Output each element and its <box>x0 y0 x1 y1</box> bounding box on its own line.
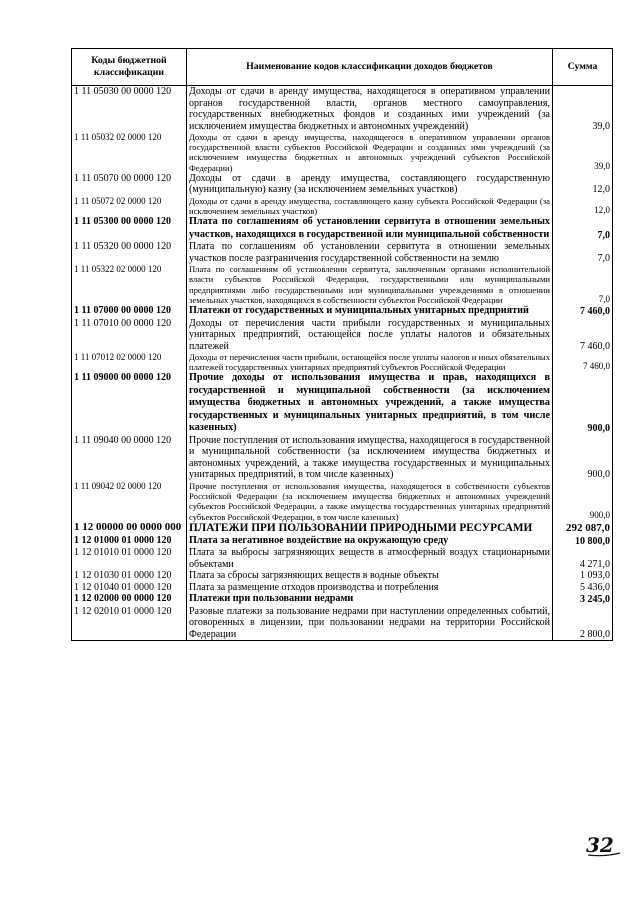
row-sum: 10 800,0 <box>553 535 613 548</box>
header-name: Наименование кодов классификации доходов бюджетов <box>187 49 553 86</box>
table-row <box>72 241 613 264</box>
row-name: Плата за негативное воздействие на окружающую среду <box>187 535 553 548</box>
table-row <box>72 570 613 582</box>
row-code: 1 12 01000 01 0000 120 <box>72 535 187 548</box>
row-sum: 12,0 <box>553 173 613 196</box>
row-sum: 39,0 <box>553 86 613 133</box>
row-name: ПЛАТЕЖИ ПРИ ПОЛЬЗОВАНИИ ПРИРОДНЫМИ РЕСУРСАМИ <box>187 522 553 535</box>
row-name: Платежи при пользовании недрами <box>187 593 553 606</box>
row-name: Плата по соглашениям об установлении сервитута в отношении земельных участков после разграничения государственной собственности на землю <box>187 241 553 264</box>
row-name: Прочие доходы от использования имущества и прав, находящихся в государственной и муниципальной собственности (за исключением имущества бюджетных и автономных учреждений, а также имущества государственных и муниципальных унитарных предприятий, в том числе казенных) <box>187 372 553 435</box>
row-code: 1 11 05300 00 0000 120 <box>72 216 187 241</box>
row-sum: 900,0 <box>553 435 613 481</box>
row-name: Плата за выбросы загрязняющих веществ в атмосферный воздух стационарными объектами <box>187 547 553 570</box>
row-name: Доходы от сдачи в аренду имущества, составляющего государственную (муниципальную) казну (за исключением земельных участков) <box>187 173 553 196</box>
row-name: Доходы от сдачи в аренду имущества, находящегося в оперативном управлении органов государственной власти, органов местного самоуправления, государственных внебюджетных фондов и созданных ими учреждений (за исключением имущества бюджетных и автономных учреждений) <box>187 86 553 133</box>
table-row <box>72 547 613 570</box>
row-sum: 12,0 <box>553 196 613 216</box>
table-row <box>72 173 613 196</box>
row-sum: 7 460,0 <box>553 305 613 318</box>
row-code: 1 11 09042 02 0000 120 <box>72 481 187 522</box>
table-row <box>72 196 613 216</box>
row-name: Плата за размещение отходов производства и потребления <box>187 582 553 594</box>
row-sum: 39,0 <box>553 132 613 173</box>
table-row <box>72 305 613 318</box>
row-sum: 4 271,0 <box>553 547 613 570</box>
row-code: 1 11 05070 00 0000 120 <box>72 173 187 196</box>
row-code: 1 12 02010 01 0000 120 <box>72 606 187 641</box>
table-row <box>72 593 613 606</box>
table-row <box>72 216 613 241</box>
budget-revenue-table <box>71 48 613 641</box>
table-row <box>72 481 613 522</box>
row-name: Плата по соглашениям об установлении сервитута, заключенным органами исполнительной власти субъектов Российской Федерации, государственными или муниципальными предприятиями либо государственными или муниципальными учреждениями в отношении земельных участков, находящихся в собственности субъектов Российской Федерации <box>187 264 553 305</box>
table-row <box>72 372 613 435</box>
row-code: 1 11 05030 00 0000 120 <box>72 86 187 133</box>
row-code: 1 12 02000 00 0000 120 <box>72 593 187 606</box>
row-name: Плата за сбросы загрязняющих веществ в водные объекты <box>187 570 553 582</box>
row-code: 1 12 01010 01 0000 120 <box>72 547 187 570</box>
row-code: 1 11 07010 00 0000 120 <box>72 318 187 353</box>
table-row <box>72 86 613 133</box>
row-code: 1 11 07012 02 0000 120 <box>72 352 187 372</box>
table-row <box>72 318 613 353</box>
row-code: 1 12 01040 01 0000 120 <box>72 582 187 594</box>
page-number-text: 32 <box>586 833 614 857</box>
header-code: Коды бюджетной классификации <box>72 49 187 86</box>
row-sum: 7,0 <box>553 216 613 241</box>
row-name: Доходы от перечисления части прибыли государственных и муниципальных унитарных предприятий, остающейся после уплаты налогов и обязательных платежей <box>187 318 553 353</box>
row-name: Плата по соглашениям об установлении сервитута в отношении земельных участков, находящихся в государственной или муниципальной собственности <box>187 216 553 241</box>
row-sum: 2 800,0 <box>553 606 613 641</box>
row-sum: 7,0 <box>553 241 613 264</box>
table-row <box>72 582 613 594</box>
row-name: Доходы от сдачи в аренду имущества, находящегося в оперативном управлении органов государственной власти субъектов Российской Федерации и созданных ими учреждений (за исключением имущества бюджетных и автономных учреждений субъектов Российской Федерации) <box>187 132 553 173</box>
table-row <box>72 606 613 641</box>
row-sum: 3 245,0 <box>553 593 613 606</box>
row-name: Прочие поступления от использования имущества, находящегося в собственности субъектов Российской Федерации (за исключением имущества бюджетных и автономных учреждений субъектов Российской Федерации, а также имущества государственных унитарных предприятий субъектов Российской Федерации, в том числе казенных) <box>187 481 553 522</box>
row-sum: 900,0 <box>553 372 613 435</box>
table-row <box>72 435 613 481</box>
row-code: 1 11 07000 00 0000 120 <box>72 305 187 318</box>
row-code: 1 11 05320 00 0000 120 <box>72 241 187 264</box>
document-page <box>71 48 612 641</box>
header-sum: Сумма <box>553 49 613 86</box>
row-name: Доходы от перечисления части прибыли, остающейся после уплаты налогов и иных обязательных платежей государственных унитарных предприятий субъектов Российской Федерации <box>187 352 553 372</box>
row-code: 1 11 05032 02 0000 120 <box>72 132 187 173</box>
row-code: 1 11 09000 00 0000 120 <box>72 372 187 435</box>
row-code: 1 11 05072 02 0000 120 <box>72 196 187 216</box>
row-name: Прочие поступления от использования имущества, находящегося в государственной и муниципальной собственности (за исключением имущества бюджетных и автономных учреждений, а также имущества государственных и муниципальных унитарных предприятий, в том числе казенных) <box>187 435 553 481</box>
row-sum: 5 436,0 <box>553 582 613 594</box>
row-name: Разовые платежи за пользование недрами при наступлении определенных событий, оговоренных в лицензии, при пользовании недрами на территории Российской Федерации <box>187 606 553 641</box>
handwritten-page-number <box>584 832 624 858</box>
row-sum: 1 093,0 <box>553 570 613 582</box>
row-sum: 900,0 <box>553 481 613 522</box>
table-row <box>72 352 613 372</box>
table-row <box>72 535 613 548</box>
row-sum: 292 087,0 <box>553 522 613 535</box>
row-code: 1 11 05322 02 0000 120 <box>72 264 187 305</box>
table-row <box>72 522 613 535</box>
table-row <box>72 264 613 305</box>
row-code: 1 12 01030 01 0000 120 <box>72 570 187 582</box>
row-sum: 7 460,0 <box>553 318 613 353</box>
table-header-row <box>72 49 613 86</box>
row-code: 1 12 00000 00 0000 000 <box>72 522 187 535</box>
row-sum: 7,0 <box>553 264 613 305</box>
row-sum: 7 460,0 <box>553 352 613 372</box>
row-name: Платежи от государственных и муниципальных унитарных предприятий <box>187 305 553 318</box>
row-code: 1 11 09040 00 0000 120 <box>72 435 187 481</box>
table-row <box>72 132 613 173</box>
row-name: Доходы от сдачи в аренду имущества, составляющего казну субъекта Российской Федерации (за исключением земельных участков) <box>187 196 553 216</box>
